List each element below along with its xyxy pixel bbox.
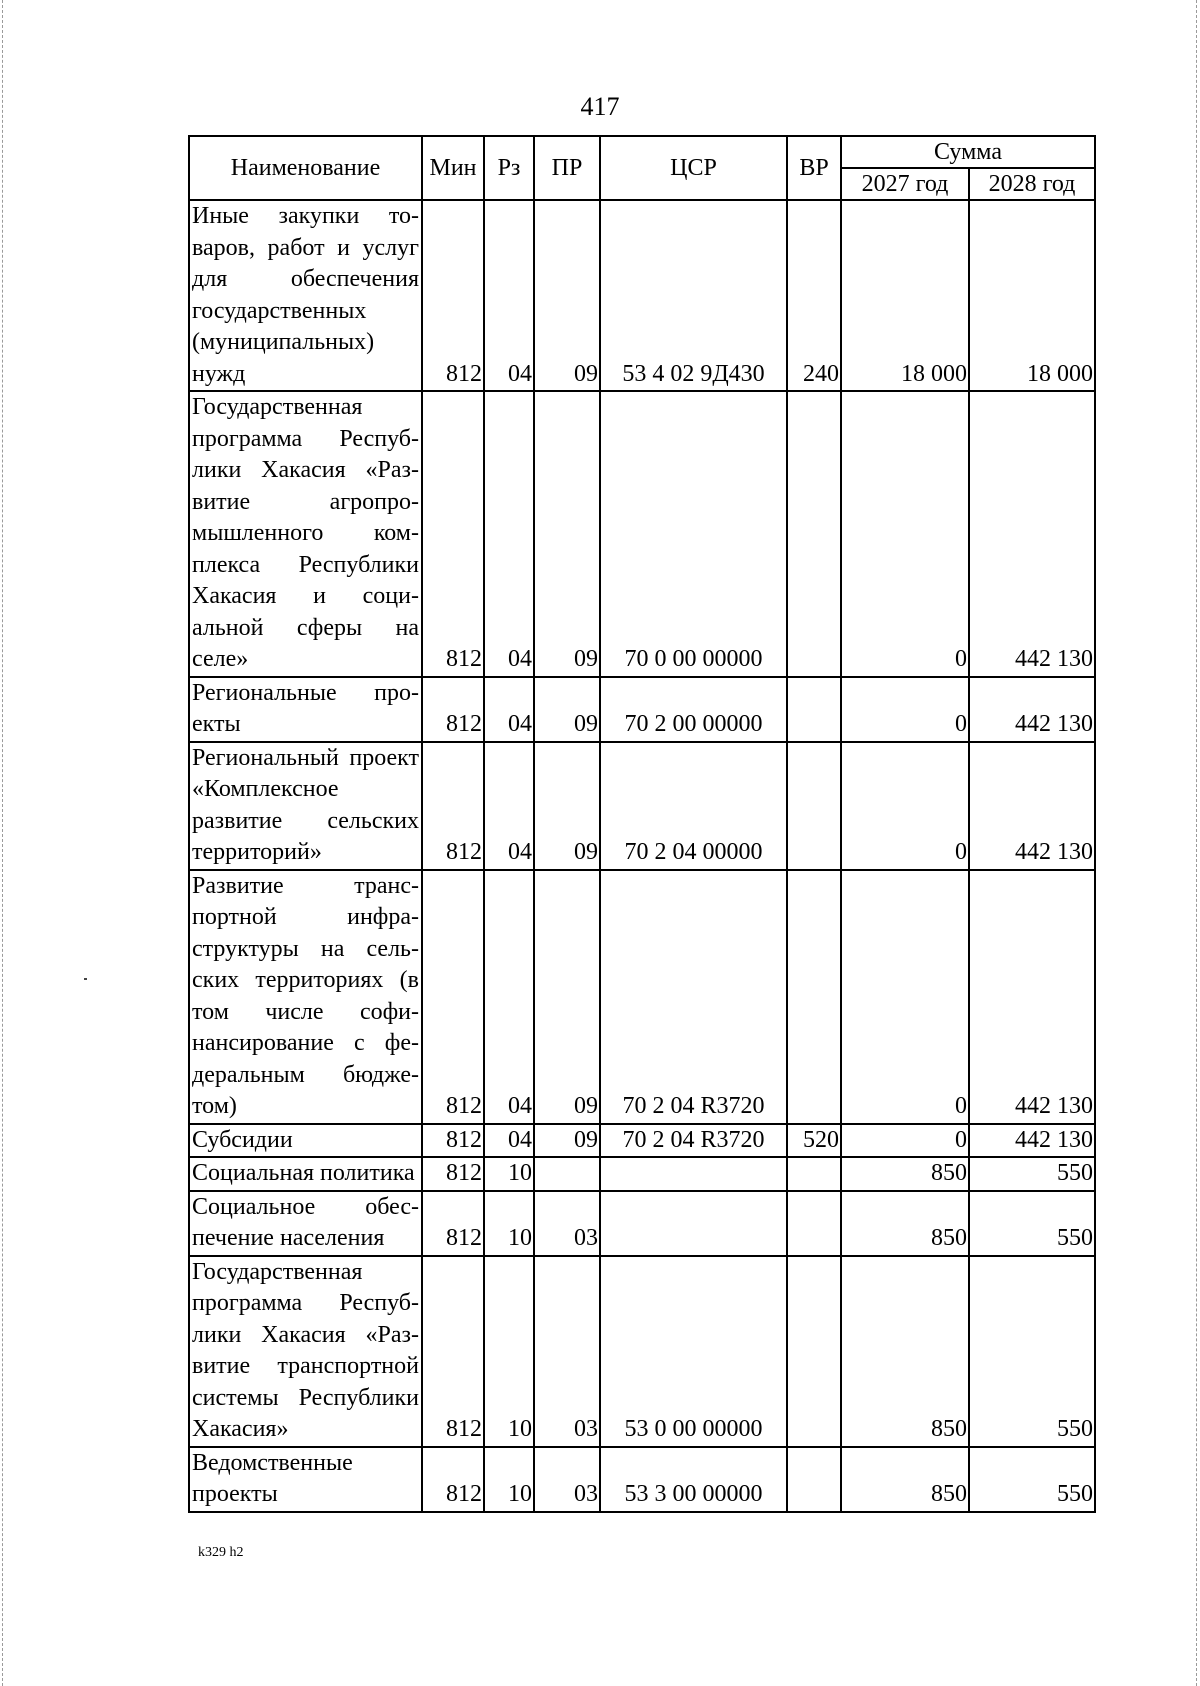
pr-cell: 03 <box>534 1191 600 1256</box>
pr-cell: 09 <box>534 870 600 1124</box>
name-cell: Развитие транспортной инфраструктуры на сельских территориях (в том числе софинансирование с федеральным бюджетом) <box>189 870 422 1124</box>
rz-cell: 04 <box>484 1124 534 1158</box>
pr-cell: 09 <box>534 742 600 870</box>
sum-2028-cell: 442 130 <box>969 742 1095 870</box>
min-cell: 812 <box>422 870 484 1124</box>
table-row <box>189 870 1095 1124</box>
min-cell: 812 <box>422 742 484 870</box>
table-row <box>189 1256 1095 1447</box>
header-name: Наименование <box>189 136 422 200</box>
sum-2027-cell: 850 <box>841 1447 969 1512</box>
rz-cell: 04 <box>484 742 534 870</box>
csr-cell: 70 2 00 00000 <box>600 677 787 742</box>
sum-2027-cell: 0 <box>841 870 969 1124</box>
sum-2027-cell: 0 <box>841 677 969 742</box>
pr-cell <box>534 1157 600 1191</box>
sum-2028-cell: 18 000 <box>969 200 1095 391</box>
vr-cell <box>787 870 841 1124</box>
rz-cell: 04 <box>484 200 534 391</box>
sum-2027-cell: 0 <box>841 742 969 870</box>
pr-cell: 03 <box>534 1256 600 1447</box>
csr-cell <box>600 1191 787 1256</box>
name-cell: Социальная политика <box>189 1157 422 1191</box>
table-row <box>189 1447 1095 1512</box>
page-number: 417 <box>580 92 620 121</box>
scan-edge-left <box>2 0 3 1686</box>
sum-2028-cell: 550 <box>969 1447 1095 1512</box>
table-row <box>189 1124 1095 1158</box>
name-cell: Социальное обеспечение населения <box>189 1191 422 1256</box>
min-cell: 812 <box>422 200 484 391</box>
rz-cell: 10 <box>484 1191 534 1256</box>
table-row <box>189 1157 1095 1191</box>
vr-cell <box>787 742 841 870</box>
table-row <box>189 742 1095 870</box>
table-body <box>189 200 1095 1512</box>
sum-2028-cell: 550 <box>969 1157 1095 1191</box>
rz-cell: 04 <box>484 870 534 1124</box>
table-row <box>189 1191 1095 1256</box>
sum-2027-cell: 18 000 <box>841 200 969 391</box>
name-cell: Государственная программа Республики Хакасия «Развитие транспортной системы Республики Хакасия» <box>189 1256 422 1447</box>
vr-cell <box>787 391 841 677</box>
header-year-2028: 2028 год <box>969 168 1095 200</box>
vr-cell <box>787 1157 841 1191</box>
vr-cell: 520 <box>787 1124 841 1158</box>
pr-cell: 03 <box>534 1447 600 1512</box>
scan-speck <box>84 978 87 980</box>
header-pr: ПР <box>534 136 600 200</box>
rz-cell: 04 <box>484 391 534 677</box>
name-cell: Региональные проекты <box>189 677 422 742</box>
min-cell: 812 <box>422 1191 484 1256</box>
table-row <box>189 200 1095 391</box>
min-cell: 812 <box>422 1447 484 1512</box>
csr-cell: 70 2 04 R3720 <box>600 1124 787 1158</box>
rz-cell: 04 <box>484 677 534 742</box>
sum-2027-cell: 850 <box>841 1256 969 1447</box>
vr-cell <box>787 677 841 742</box>
scan-edge-right <box>1196 0 1197 1686</box>
header-csr: ЦСР <box>600 136 787 200</box>
name-cell: Субсидии <box>189 1124 422 1158</box>
min-cell: 812 <box>422 677 484 742</box>
csr-cell: 53 0 00 00000 <box>600 1256 787 1447</box>
csr-cell: 53 4 02 9Д430 <box>600 200 787 391</box>
sum-2027-cell: 0 <box>841 391 969 677</box>
table-row <box>189 677 1095 742</box>
name-cell: Региональный проект «Комплексное развитие сельских территорий» <box>189 742 422 870</box>
rz-cell: 10 <box>484 1256 534 1447</box>
pr-cell: 09 <box>534 677 600 742</box>
csr-cell: 70 2 04 R3720 <box>600 870 787 1124</box>
csr-cell: 53 3 00 00000 <box>600 1447 787 1512</box>
footer-code: k329 h2 <box>198 1545 244 1560</box>
csr-cell <box>600 1157 787 1191</box>
sum-2027-cell: 850 <box>841 1191 969 1256</box>
sum-2028-cell: 442 130 <box>969 677 1095 742</box>
min-cell: 812 <box>422 1157 484 1191</box>
rz-cell: 10 <box>484 1447 534 1512</box>
header-sum: Сумма <box>841 136 1095 168</box>
csr-cell: 70 2 04 00000 <box>600 742 787 870</box>
header-year-2027: 2027 год <box>841 168 969 200</box>
csr-cell: 70 0 00 00000 <box>600 391 787 677</box>
pr-cell: 09 <box>534 200 600 391</box>
sum-2028-cell: 442 130 <box>969 391 1095 677</box>
header-min: Мин <box>422 136 484 200</box>
header-vr: ВР <box>787 136 841 200</box>
pr-cell: 09 <box>534 1124 600 1158</box>
sum-2028-cell: 550 <box>969 1191 1095 1256</box>
name-cell: Ведомственные проекты <box>189 1447 422 1512</box>
min-cell: 812 <box>422 1256 484 1447</box>
header-rz: Рз <box>484 136 534 200</box>
name-cell: Иные закупки товаров, работ и услуг для обеспечения государственных (муниципальных) нужд <box>189 200 422 391</box>
vr-cell: 240 <box>787 200 841 391</box>
sum-2028-cell: 550 <box>969 1256 1095 1447</box>
min-cell: 812 <box>422 391 484 677</box>
vr-cell <box>787 1191 841 1256</box>
vr-cell <box>787 1256 841 1447</box>
sum-2027-cell: 850 <box>841 1157 969 1191</box>
min-cell: 812 <box>422 1124 484 1158</box>
sum-2027-cell: 0 <box>841 1124 969 1158</box>
sum-2028-cell: 442 130 <box>969 1124 1095 1158</box>
name-cell: Государственная программа Республики Хакасия «Развитие агропромышленного комплекса Республики Хакасия и социальной сферы на селе» <box>189 391 422 677</box>
pr-cell: 09 <box>534 391 600 677</box>
table-row <box>189 391 1095 677</box>
budget-table <box>188 135 1096 1513</box>
rz-cell: 10 <box>484 1157 534 1191</box>
vr-cell <box>787 1447 841 1512</box>
sum-2028-cell: 442 130 <box>969 870 1095 1124</box>
